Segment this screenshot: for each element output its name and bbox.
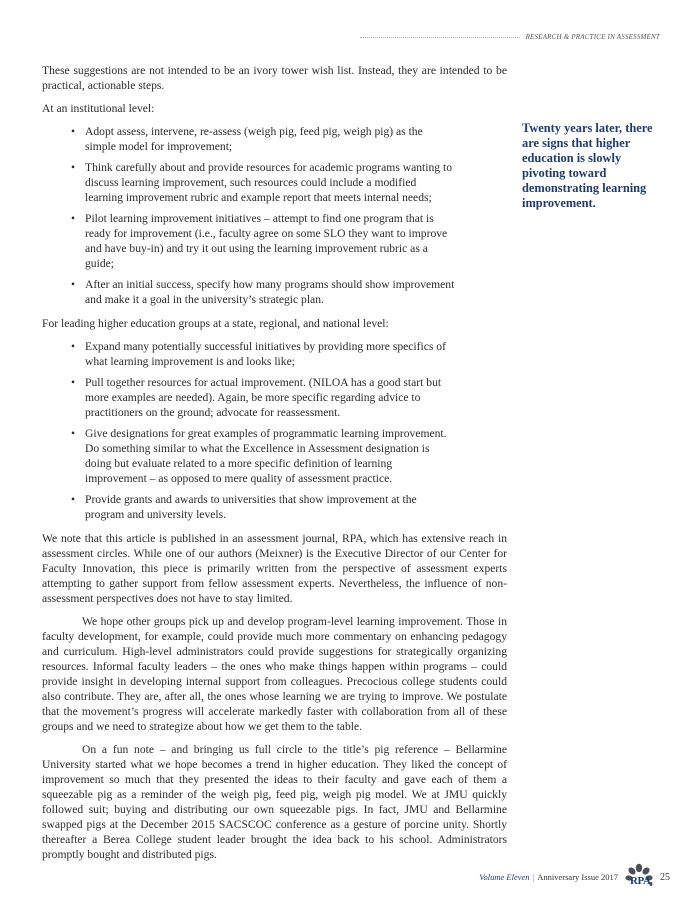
running-header — [360, 33, 660, 41]
list-item: • Pull together resources for actual improvement. (NILOA has a good start but more examples are needed). Again, be more specific regarding advice to practitioners on the ground; advocate for reassessment. — [85, 375, 507, 420]
page-number: 25 — [660, 871, 670, 883]
groups-heading: For leading higher education groups at a state, regional, and national level: — [42, 317, 389, 330]
pull-quote: Twenty years later, there are signs that higher education is slowly pivoting toward demonstrating learning improvement. — [522, 121, 653, 210]
header-dotted-rule — [360, 37, 520, 38]
article-body — [42, 63, 507, 870]
header-title: RESEARCH & PRACTICE IN ASSESSMENT — [525, 33, 660, 41]
list-item: • Adopt assess, intervene, re-assess (weigh pig, feed pig, weigh pig) as the simple model for improvement; — [85, 124, 507, 154]
list-item: • Pilot learning improvement initiatives – attempt to find one program that is ready for improvement (i.e., faculty agree on some SLO they want to improve and have buy-in) and try it out using the learning improvement rubric as a guide; — [85, 211, 507, 271]
rpa-logo — [624, 863, 654, 891]
list-item: • Think carefully about and provide resources for academic programs wanting to discuss learning improvement, such resources could include a modified learning improvement rubric and example report that meets internal needs; — [85, 160, 507, 205]
pig-paragraph: On a fun note – and bringing us full circle to the title’s pig reference – Bellarmine University started what we hope becomes a trend in higher education. They liked the concept of improvement so much that they presented the ideas to their faculty and gave each of them a squeezable pig as a reminder of the weigh pig, feed pig, weigh pig model. We at JMU quickly followed suit; buying and distributing our own squeezable pigs. In fact, JMU and Bellarmine swapped pigs at the December 2015 SACSCOC conference as a gesture of porcine unity. Shortly thereafter a Berea College student leader brought the idea back to his school. Administrators promptly bought and distributed pigs. — [42, 743, 507, 861]
footer-volume: Volume Eleven — [479, 872, 530, 882]
footer-issue: Anniversary Issue 2017 — [537, 872, 618, 882]
journal-paragraph: We note that this article is published in an assessment journal, RPA, which has extensive reach in assessment circles. While one of our authors (Meixner) is the Executive Director of our Center for Faculty Innovation, this piece is primarily written from the perspective of assessment experts attempting to gather support from fellow assessment experts. Nevertheless, the influence of non-assessment perspectives does not have to stay limited. — [42, 532, 507, 605]
institutional-heading: At an institutional level: — [42, 102, 155, 115]
logo-text: RPA — [630, 875, 651, 887]
groups-paragraph: We hope other groups pick up and develop program-level learning improvement. Those in faculty development, for example, could provide much more commentary on enhancing pedagogy and curriculum. High-level administrators could provide suggestions for strategically organizing resources. Informal faculty leaders – the ones who make things happen within programs – could provide insight in developing internal support from colleagues. Precocious college students could also contribute. They are, after all, the ones whose learning we are trying to improve. We postulate that the movement’s progress will accelerate markedly faster with collaboration from all of these groups and we need to strategize about how we get them to the table. — [42, 615, 507, 733]
page-footer — [420, 862, 670, 892]
list-item: • After an initial success, specify how many programs should show improvement and make it a goal in the university’s strategic plan. — [85, 277, 507, 307]
list-item: • Expand many potentially successful initiatives by providing more specifics of what learning improvement is and looks like; — [85, 339, 507, 369]
institutional-list — [42, 124, 507, 307]
intro-paragraph: These suggestions are not intended to be an ivory tower wish list. Instead, they are intended to be practical, actionable steps. — [42, 64, 507, 92]
list-item: • Give designations for great examples of programmatic learning improvement. Do something similar to what the Excellence in Assessment designation is doing but evaluate related to a more specific definition of learning improvement – as opposed to mere quality of assessment practice. — [85, 426, 507, 486]
groups-list — [42, 339, 507, 522]
list-item: • Provide grants and awards to universities that show improvement at the program and university levels. — [85, 492, 507, 522]
footer-separator: | — [532, 872, 535, 882]
